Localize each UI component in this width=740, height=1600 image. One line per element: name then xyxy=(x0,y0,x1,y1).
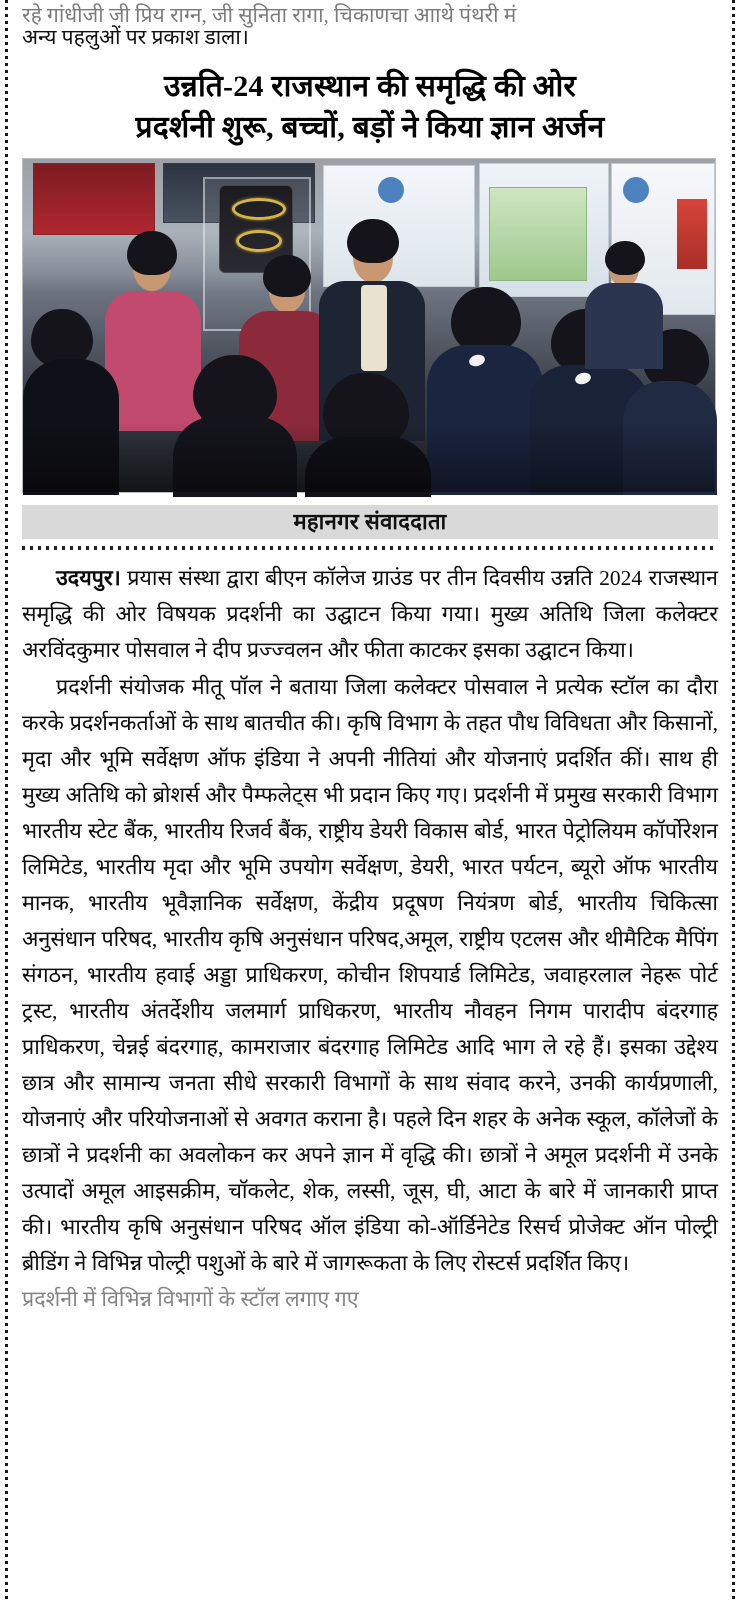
headline-line-1: उन्नति-24 राजस्थान की समृद्धि की ओर xyxy=(164,70,576,103)
chief-guest-head xyxy=(347,219,399,263)
photo-vignette xyxy=(23,422,715,492)
chief-guest-shirt xyxy=(361,285,387,371)
cropped-top-line: रहे गांधीजी जी प्रिय राग्न, जी सुनिता रागा, चिकाणचा आाथे पंथरी मं xyxy=(22,3,517,27)
photo-scene xyxy=(23,159,715,492)
paragraph-1 xyxy=(22,560,718,668)
banner-red xyxy=(33,163,155,235)
right-edge-dotted-rule xyxy=(732,0,735,1600)
dateline: उदयपुर। xyxy=(56,566,121,590)
lead-line: अन्य पहलुओं पर प्रकाश डाला। xyxy=(22,25,249,49)
left-edge-dotted-rule xyxy=(5,0,8,1600)
paragraph-2-text: प्रदर्शनी संयोजक मीतू पॉल ने बताया जिला कलेक्टर पोसवाल ने प्रत्येक स्टॉल का दौरा करके प्रदर्शनकर्ताओं के साथ बातचीत की। कृषि विभाग के तहत पौध विविधता और किसानों, मृदा और भूमि सर्वेक्षण ऑफ इंडिया ने अपनी नीतियां और योजनाएं प्रदर्शित कीं। साथ ही मुख्य अतिथि को ब्रोशर्स और पैम्फलेट्स भी प्रदान किए गए। प्रदर्शनी में प्रमुख सरकारी विभाग भारतीय स्टेट बैंक, भारतीय रिजर्व बैंक, राष्ट्रीय डेयरी विकास बोर्ड, भारत पेट्रोलियम कॉर्पोरेशन लिमिटेड, भारतीय मृदा और भूमि उपयोग सर्वेक्षण, डेयरी, भारत पर्यटन, ब्यूरो ऑफ भारतीय मानक, भारतीय भूवैज्ञानिक सर्वेक्षण, केंद्रीय प्रदूषण नियंत्रण बोर्ड, भारतीय चिकित्सा अनुसंधान परिषद, भारतीय कृषि अनुसंधान परिषद,अमूल, राष्ट्रीय एटलस और थीमैटिक मैपिंग संगठन, भारतीय हवाई अड्डा प्राधिकरण, कोचीन शिपयार्ड लिमिटेड, जवाहरलाल नेहरू पोर्ट ट्रस्ट, भारतीय अंतर्देशीय जलमार्ग प्राधिकरण, भारतीय नौवहन निगम पारादीप बंदरगाह प्राधिकरण, चेन्नई बंदरगाह, कामराजार बंदरगाह लिमिटेड आदि भाग ले रहे हैं। इसका उद्देश्य छात्र और सामान्य जनता सीधे सरकारी विभागों के साथ संवाद करने, उनकी कार्यप्रणाली, योजनाएं और परियोजनाओं से अवगत कराना है। पहले दिन शहर के अनेक स्कूल, कॉलेजों के छात्रों ने प्रदर्शनी का अवलोकन कर अपने ज्ञान में वृद्धि की। छात्रों ने अमूल प्रदर्शनी में उनके उत्पादों अमूल आइसक्रीम, चॉकलेट, शेक, लस्सी, जूस, घी, आटा के बारे में जानकारी प्राप्त की। भारतीय कृषि अनुसंधान परिषद ऑल इंडिया को-ऑर्डिनेटेड रिसर्च प्रोजेक्ट ऑन पोल्ट्री ब्रीडिंग ने विभिन्न पोल्ट्री पशुओं के बारे में जागरूकता के लिए रोस्टर्स प्रदर्शित किए। xyxy=(22,675,718,1275)
visitor-body-1 xyxy=(105,291,201,431)
headline-line-2: प्रदर्शनी शुरू, बच्चों, बड़ों ने किया ज्ञान अर्जन xyxy=(135,111,605,144)
visitor-head-2 xyxy=(263,255,311,297)
paragraph-1-text: प्रयास संस्था द्वारा बीएन कॉलेज ग्राउंड पर तीन दिवसीय उन्नति 2024 राजस्थान समृद्धि की ओर विषयक प्रदर्शनी का उद्घाटन किया गया। मुख्य अतिथि जिला कलेक्टर अरविंदकुमार पोसवाल ने दीप प्रज्ज्वलन और फीता काटकर इसका उद्घाटन किया। xyxy=(22,566,718,662)
page-title xyxy=(22,66,718,148)
article-body xyxy=(22,560,718,1311)
stall-logo-icon-1 xyxy=(378,177,404,203)
dotted-divider xyxy=(22,546,718,550)
exhibitor-head xyxy=(605,241,645,275)
poster-red xyxy=(677,199,707,269)
exhibitor-body xyxy=(585,283,663,369)
student-head-1 xyxy=(451,287,521,353)
visitor-head-1 xyxy=(127,231,177,275)
poster-green xyxy=(489,187,587,281)
article-photo xyxy=(22,158,716,493)
paragraph-2 xyxy=(22,669,718,1281)
cropped-bottom-line: प्रदर्शनी में विभिन्न विभागों के स्टॉल लगाए गए xyxy=(22,1287,359,1311)
byline: महानगर संवाददाता xyxy=(22,505,718,539)
stall-logo-icon-2 xyxy=(623,177,649,203)
